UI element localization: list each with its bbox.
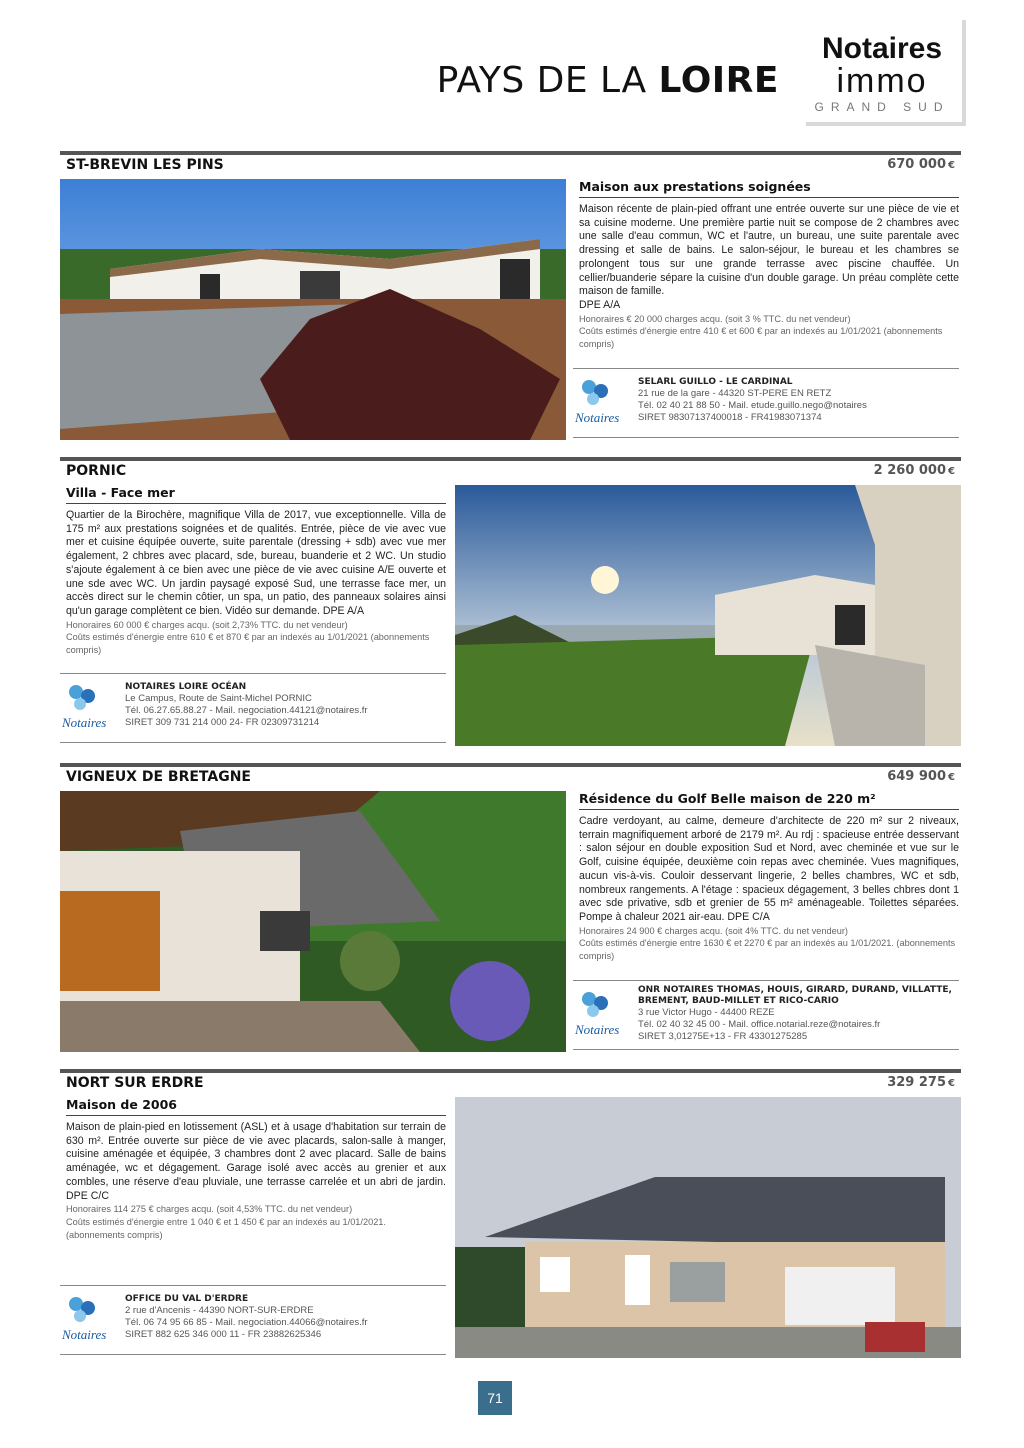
listing-fees: Honoraires 114 275 € charges acqu. (soit 4,53% TTC. du net vendeur) xyxy=(66,1204,353,1215)
listing-text xyxy=(579,791,959,963)
notaires-emblem-icon xyxy=(575,377,615,409)
listing-description: Cadre verdoyant, au calme, demeure d'architecte de 220 m² sur 2 niveaux, terrain magnifiquement arboré de 2179 m². Au rdj : spacieuse entrée desservant : salon séjour en double exposition Sud et Nord, avec cheminée et vue sur le Golf, cuisine équipée, deuxième coin repas avec cheminée. Vues magnifiques, aucun vis-à-vis. Couloir desservant lingerie, 2 belles chambres, WC et sdb, nombreux rangements. A l'étage : spacieux dégagement, 3 belles chbres dont 1 avec sde privative, sdb et grenier de 55 m² aménageable. Toilettes séparées. Pompe à chaleur 2021 air-eau. DPE C/A xyxy=(579,815,959,923)
notaires-immo-logo[interactable] xyxy=(802,16,962,122)
notaires-logo xyxy=(575,989,635,1039)
listing-price: 329 275 € xyxy=(887,1075,955,1090)
notaires-logo xyxy=(62,682,122,732)
listing-energy: Coûts estimés d'énergie entre 410 € et 600 € par an indexés au 1/01/2021 (abonnements compris) xyxy=(579,326,943,350)
listing-fees: Honoraires € 20 000 charges acqu. (soit 3 % TTC. du net vendeur) xyxy=(579,313,851,324)
office-address: 2 rue d'Ancenis - 44390 NORT-SUR-ERDRE xyxy=(125,1305,314,1316)
listing-fees: Honoraires 24 900 € charges acqu. (soit 4% TTC. du net vendeur) xyxy=(579,925,848,936)
office-info xyxy=(125,1294,442,1341)
listing-divider xyxy=(60,1069,961,1073)
listing-photo[interactable] xyxy=(60,791,566,1052)
listing-vigneux xyxy=(60,763,961,1053)
office-contact[interactable]: Tél. 06.27.65.88.27 - Mail. negociation.44121@notaires.fr xyxy=(125,705,368,716)
listing-price: 649 900 € xyxy=(887,769,955,784)
listing-text xyxy=(579,179,959,351)
office-siret: SIRET 882 625 346 000 11 - FR 23882625346 xyxy=(125,1329,322,1340)
listing-description: Maison de plain-pied en lotissement (ASL) et à usage d'habitation sur terrain de 630 m². Entrée ouverte sur pièce de vie avec placards, salon-salle à manger, cuisine aménagée et équipée, 3 chambres dont 2 avec placard. Salle de bains aménagée, wc et dégagement. Garage isolé avec accès au grenier et aux combles, une réserve d'eau pluviale, une terrasse carrelée et un abri de jardin. DPE C/C xyxy=(66,1121,446,1202)
region-title-bold: LOIRE xyxy=(658,60,779,101)
office-name: NOTAIRES LOIRE OCÉAN xyxy=(125,682,247,692)
listing-fees: Honoraires 60 000 € charges acqu. (soit 2,73% TTC. du net vendeur) xyxy=(66,619,348,630)
page-number: 71 xyxy=(478,1381,512,1415)
notaires-word: Notaires xyxy=(575,1022,620,1037)
logo-line-immo: immo xyxy=(836,62,928,100)
listing-nort-sur-erdre xyxy=(60,1069,961,1359)
listing-divider xyxy=(60,457,961,461)
office-address: Le Campus, Route de Saint-Michel PORNIC xyxy=(125,693,312,704)
logo-line-notaires: Notaires xyxy=(821,32,943,65)
listing-dpe: DPE A/A xyxy=(579,298,621,311)
office-name: OFFICE DU VAL D'ERDRE xyxy=(125,1294,249,1304)
office-card[interactable] xyxy=(573,980,959,1050)
office-name: ONR NOTAIRES THOMAS, HOUIS, GIRARD, DURAND, VILLATTE, BREMENT, BAUD-MILLET ET RICO-CARIO xyxy=(638,985,952,1006)
listing-price: 2 260 000 € xyxy=(873,463,955,478)
listing-title: Villa - Face mer xyxy=(66,485,446,504)
office-address: 3 rue Victor Hugo - 44400 REZE xyxy=(638,1007,775,1018)
office-info xyxy=(638,377,955,424)
listing-city: PORNIC xyxy=(66,463,127,479)
office-siret: SIRET 3,01275E+13 - FR 43301275285 xyxy=(638,1031,808,1042)
listing-description: Quartier de la Birochère, magnifique Villa de 2017, vue exceptionnelle. Villa de 175 m² aux prestations soignées et de qualités. Entrée, pièce de vie avec vue mer et cuisine équipée ouverte, suite parentale (dressing + sdb) avec vue mer également, 2 chbres avec placard, sde, bureau, buanderie et 2 WC. Un studio s'ajoute également à ce bien avec une pièce de vie avec cuisine A/E ouverte et une sde avec WC. Un jardin paysagé exposé Sud, une terrasse face mer, un accès direct sur le chemin côtier, un spa, un patio, des panneaux solaires ainsi qu'un garage complètent ce bien. Vidéo sur demande. DPE A/A xyxy=(66,509,446,617)
office-contact[interactable]: Tél. 02 40 21 88 50 - Mail. etude.guillo.nego@notaires xyxy=(638,400,867,411)
listing-st-brevin xyxy=(60,151,961,441)
office-info xyxy=(638,985,955,1043)
listing-title: Maison aux prestations soignées xyxy=(579,179,959,198)
listing-divider xyxy=(60,151,961,155)
listing-title: Maison de 2006 xyxy=(66,1097,446,1116)
listing-photo[interactable] xyxy=(455,485,961,746)
listing-city: ST-BREVIN LES PINS xyxy=(66,157,224,173)
notaires-emblem-icon xyxy=(62,682,102,714)
office-address: 21 rue de la gare - 44320 ST-PERE EN RETZ xyxy=(638,388,832,399)
office-contact[interactable]: Tél. 02 40 32 45 00 - Mail. office.notarial.reze@notaires.fr xyxy=(638,1019,881,1030)
office-contact[interactable]: Tél. 06 74 95 66 85 - Mail. negociation.44066@notaires.fr xyxy=(125,1317,368,1328)
office-card[interactable] xyxy=(60,673,446,743)
region-title-light: PAYS DE LA xyxy=(436,60,647,101)
notaires-word: Notaires xyxy=(575,410,620,425)
notaires-emblem-icon xyxy=(575,989,615,1021)
listing-divider xyxy=(60,763,961,767)
notaires-emblem-icon xyxy=(62,1294,102,1326)
listing-photo[interactable] xyxy=(60,179,566,440)
office-card[interactable] xyxy=(60,1285,446,1355)
listing-description: Maison récente de plain-pied offrant une entrée ouverte sur une pièce de vie et sa cuisine moderne. Une première partie nuit se compose de 2 chambres avec une salle d'eau commun, WC et l'autre, un bureau, une suite parentale avec dressing et salle de bains. Le salon-séjour, le bureau et les chambres se prolongent tous sur une grande terrasse avec piscine chauffée. Un cellier/buanderie sépare la cuisine d'un double garage. Un préau complète cette maison de famille. xyxy=(579,203,959,298)
listing-pornic xyxy=(60,457,961,747)
office-siret: SIRET 98307137400018 - FR41983071374 xyxy=(638,412,822,423)
listing-text xyxy=(66,485,446,657)
listing-photo[interactable] xyxy=(455,1097,961,1358)
listing-energy: Coûts estimés d'énergie entre 1 040 € et 1 450 € par an indexés au 1/01/2021. (abonnements compris) xyxy=(66,1217,386,1240)
office-card[interactable] xyxy=(573,368,959,438)
office-name: SELARL GUILLO - LE CARDINAL xyxy=(638,377,793,387)
listing-energy: Coûts estimés d'énergie entre 610 € et 870 € par an indexés au 1/01/2021 (abonnements compris) xyxy=(66,632,430,656)
logo-line-grand-sud: GRAND SUD xyxy=(814,100,950,114)
listing-city: NORT SUR ERDRE xyxy=(66,1075,204,1091)
listing-price: 670 000 € xyxy=(887,157,955,172)
notaires-logo xyxy=(62,1294,122,1344)
listing-title: Résidence du Golf Belle maison de 220 m² xyxy=(579,791,959,810)
office-info xyxy=(125,682,442,729)
listing-text xyxy=(66,1097,446,1242)
region-title xyxy=(437,60,779,101)
notaires-word: Notaires xyxy=(62,1327,107,1342)
office-siret: SIRET 309 731 214 000 24- FR 02309731214 xyxy=(125,717,320,728)
notaires-logo xyxy=(575,377,635,427)
listing-energy: Coûts estimés d'énergie entre 1630 € et 2270 € par an indexés au 1/01/2021. (abonnements compris) xyxy=(579,938,956,962)
notaires-word: Notaires xyxy=(62,715,107,730)
listing-city: VIGNEUX DE BRETAGNE xyxy=(66,769,251,785)
